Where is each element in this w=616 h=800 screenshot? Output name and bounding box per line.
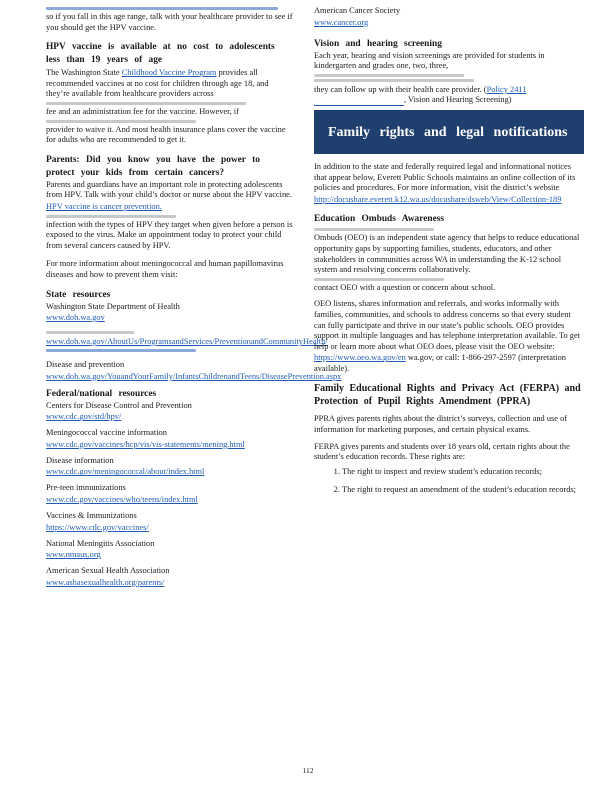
vaccines-label: Vaccines & Immunizations <box>46 511 137 521</box>
family-rights-banner <box>314 110 584 154</box>
fine-print <box>46 331 134 334</box>
disease-prevention-label: Disease and prevention <box>46 360 125 370</box>
ombuds-paragraph-2: contact OEO with a question or concern about school. <box>314 282 496 292</box>
disease-prevention-link[interactable]: www.doh.wa.gov/YouandYourFamily/InfantsChildrenandTeens/DiseasePrevention.aspx <box>46 371 342 381</box>
rights-list <box>314 467 584 496</box>
rights-list-item: 1. The right to inspect and review student’s education records; <box>342 467 584 478</box>
nma-link[interactable]: www.nmaus.org <box>46 550 101 560</box>
ombuds-paragraph-3: OEO listens, shares information and referrals, and works informally with families, communities, and schools to address concerns so that every student can fully participate and thrive in our state’s public schools. OEO provides support in multiple languages and has telephone interpretation available. To get help or learn more about what OEO does, please visit the OEO website: https://www.oeo.wa.gov/en wa.gov, or call: 1-866-297-2597 (interpretation available). <box>314 299 581 373</box>
intro-tail: so if you fall in this age range, talk with your healthcare provider to see if you should get the HPV vaccine. <box>46 12 293 32</box>
parents-heading: Parents: Did you know you have the power to protect your kids from certain cancers? <box>46 154 260 178</box>
ppra-paragraph: PPRA gives parents rights about the district’s surveys, collection and use of information for marketing purposes, and certain physical exams. <box>314 414 568 435</box>
fine-print <box>314 79 474 82</box>
acs-label: American Cancer Society <box>314 6 401 15</box>
nma-label: National Meningitis Association <box>46 538 155 548</box>
childhood-vaccine-program-link[interactable]: Childhood Vaccine Program <box>121 68 217 78</box>
policy-2411-link[interactable]: Policy 2411 <box>486 84 527 94</box>
small-link-line <box>46 349 196 352</box>
right-column <box>314 6 584 504</box>
hpv-paragraph-3: provider to waive it. And most health insurance plans cover the vaccine for adults who are recommended to get it. <box>46 124 286 145</box>
docushare-link[interactable]: http://docushare.everett.k12.wa.us/docushare/dsweb/View/Collection-189 <box>314 194 562 204</box>
vision-heading: Vision and hearing screening <box>314 38 442 49</box>
fine-print <box>314 74 464 77</box>
federal-resources-heading: Federal/national resources <box>46 388 157 399</box>
fine-print <box>314 228 434 231</box>
preteen-label: Pre-teen immunizations <box>46 483 126 493</box>
disease-info-link[interactable]: www.cdc.gov/meningococcal/about/index.html <box>46 467 205 477</box>
hpv-heading: HPV vaccine is available at no cost to adolescents less than 19 years of age <box>46 42 275 66</box>
meningococcal-link[interactable]: www.cdc.gov/vaccines/hcp/vis/vis-statements/mening.html <box>46 439 245 449</box>
fine-print <box>46 215 176 218</box>
preteen-link[interactable]: www.cdc.gov/vaccines/who/teens/index.html <box>46 495 198 505</box>
parents-paragraph-1: Parents and guardians have an important role in protecting adolescents from HPV. Talk with your child’s doctor or nurse about the HPV vaccine. HPV vaccine is cancer prevention. <box>46 179 292 211</box>
doh-link[interactable]: www.doh.wa.gov <box>46 313 105 323</box>
vision-paragraph-1: Each year, hearing and vision screenings are provided for students in kindergarten and grades one, two, three, <box>314 50 545 71</box>
parents-paragraph-2: infection with the types of HPV they target when given before a person is exposed to the virus. Make an appointment today to protect your child from several cancers caused by HPV. <box>46 219 293 250</box>
ferpa-heading: Family Educational Rights and Privacy Act (FERPA) and Protection of Pupil Rights Amendment (PPRA) <box>314 383 581 408</box>
hpv-cancer-prevention-link[interactable]: HPV vaccine is cancer prevention. <box>46 201 162 211</box>
ombuds-paragraph-1: Ombuds (OEO) is an independent state agency that helps to reduce educational opportunity gaps by supporting families, students, educators, and other stakeholders in communities across WA in understanding the K-12 school system and resolving concerns collaboratively. <box>314 233 580 275</box>
fine-print <box>314 278 444 281</box>
asha-label: American Sexual Health Association <box>46 566 170 576</box>
asha-link[interactable]: www.ashasexualhealth.org/parents/ <box>46 577 165 587</box>
ombuds-heading: Education Ombuds Awareness <box>314 214 445 225</box>
small-link-line <box>46 7 278 10</box>
immunization-link[interactable]: www.doh.wa.gov/AboutUs/ProgramsandServices/PreventionandCommunityHealth/ <box>46 337 328 347</box>
fine-print <box>46 120 196 123</box>
more-info-text: For more information about meningococcal and human papillomavirus diseases and how to prevent them visit: <box>46 259 284 279</box>
procedure-link-underline[interactable] <box>314 97 404 106</box>
page-number: 112 <box>302 766 314 775</box>
state-resources-heading: State resources <box>46 289 111 300</box>
acs-link[interactable]: www.cancer.org <box>314 17 369 27</box>
vaccines-link[interactable]: https://www.cdc.gov/vaccines/ <box>46 522 149 532</box>
rights-list-item: 2. The right to request an amendment of the student’s education records; <box>342 485 584 496</box>
ferpa-paragraph: FERPA gives parents and students over 18 years old, certain rights about the student’s education records. These rights are: <box>314 441 570 462</box>
hpv-paragraph-1: The Washington State Childhood Vaccine Program provides all recommended vaccines at no cost for children through age 18, and they’re available from healthcare providers across <box>46 68 269 99</box>
fine-print <box>46 102 246 105</box>
meningococcal-label: Meningococcal vaccine information <box>46 428 167 438</box>
oeo-website-link[interactable]: https://www.oeo.wa.gov/en <box>314 353 406 363</box>
doh-name: Washington State Department of Health <box>46 301 180 311</box>
vision-paragraph-2: they can follow up with their health care provider. (Policy 2411 , Vision and Hearing Screening) <box>314 84 527 105</box>
cdc-name: Centers for Disease Control and Prevention <box>46 400 192 410</box>
cdc-hpv-link[interactable]: www.cdc.gov/std/hpv/ <box>46 412 122 422</box>
disease-info-label: Disease information <box>46 455 114 465</box>
family-paragraph: In addition to the state and federally required legal and informational notices that appear below, Everett Public Schools maintains an online collection of its policies and procedures. For more information, visit the district’s website http://docushare.everett.k12.wa.us/docushare/dsweb/View/Collection-189 <box>314 161 576 204</box>
banner-title: Family rights and legal notifications <box>328 124 568 140</box>
hpv-paragraph-2: fee and an administration fee for the vaccine. However, if <box>46 106 239 116</box>
